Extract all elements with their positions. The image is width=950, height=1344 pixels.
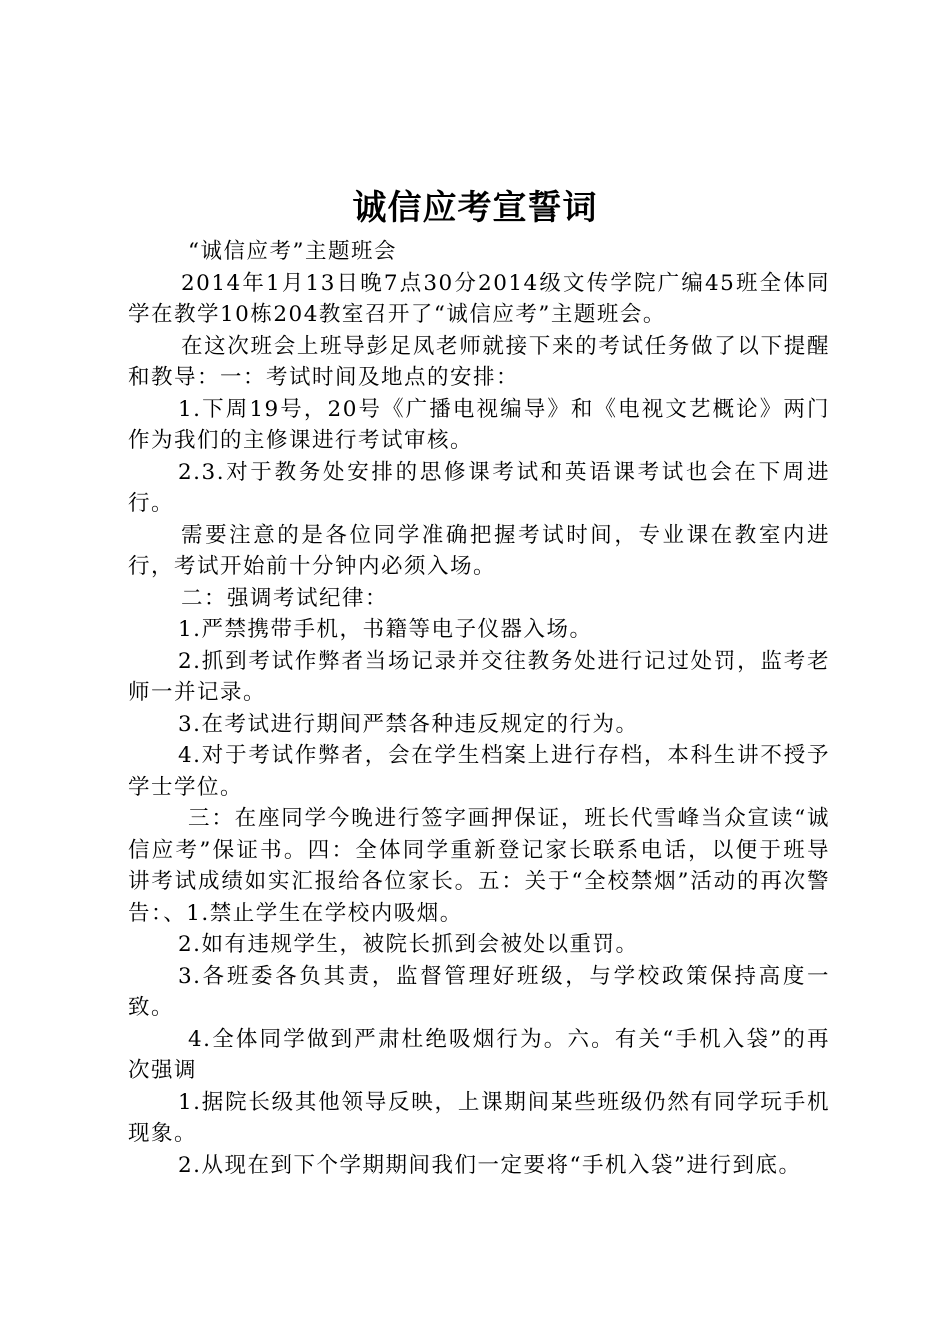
document-title: 诚信应考宣誓词 bbox=[352, 188, 598, 228]
paragraph: 1.据院长级其他领导反映，上课期间某些班级仍然有同学玩手机现象。 bbox=[128, 1089, 830, 1146]
paragraph: 在这次班会上班导彭足凤老师就接下来的考试任务做了以下提醒和教导：一：考试时间及地点的安排： bbox=[128, 333, 830, 390]
paragraph: 3.在考试进行期间严禁各种违反规定的行为。 bbox=[178, 711, 639, 737]
paragraph: 4.对于考试作弊者，会在学生档案上进行存档，本科生讲不授予学士学位。 bbox=[128, 743, 830, 800]
paragraph: 2.如有违规学生，被院长抓到会被处以重罚。 bbox=[178, 932, 639, 957]
paragraph: 2.抓到考试作弊者当场记录并交往教务处进行记过处罚，监考老师一并记录。 bbox=[128, 648, 830, 705]
paragraph: 1.下周19号，20号《广播电视编导》和《电视文艺概论》两门作为我们的主修课进行考试审核。 bbox=[128, 396, 830, 453]
paragraph-subtitle: “诚信应考”主题班会 bbox=[188, 239, 397, 264]
paragraph: 3.各班委各负其责，监督管理好班级，与学校政策保持高度一致。 bbox=[128, 963, 830, 1020]
paragraph: 三：在座同学今晚进行签字画押保证，班长代雪峰当众宣读“诚信应考”保证书。四：全体同学重新登记家长联系电话，以便于班导讲考试成绩如实汇报给各位家长。五：关于“全校禁烟”活动的再次警告：、1.禁止学生在学校内吸烟。 bbox=[128, 806, 830, 926]
paragraph: 2.3.对于教务处安排的思修课考试和英语课考试也会在下周进行。 bbox=[128, 459, 830, 516]
paragraph: 4.全体同学做到严肃杜绝吸烟行为。六。有关“手机入袋”的再次强调 bbox=[128, 1026, 830, 1083]
paragraph: 2.从现在到下个学期期间我们一定要将“手机入袋”进行到底。 bbox=[178, 1152, 802, 1178]
paragraph: 需要注意的是各位同学准确把握考试时间，专业课在教室内进行，考试开始前十分钟内必须入场。 bbox=[128, 522, 830, 579]
paragraph: 2014年1月13日晚7点30分2014级文传学院广编45班全体同学在教学10栋204教室召开了“诚信应考”主题班会。 bbox=[128, 270, 830, 327]
document-body bbox=[128, 236, 830, 1181]
paragraph: 1.严禁携带手机，书籍等电子仪器入场。 bbox=[178, 617, 593, 642]
paragraph: 二：强调考试纪律： bbox=[181, 585, 389, 611]
